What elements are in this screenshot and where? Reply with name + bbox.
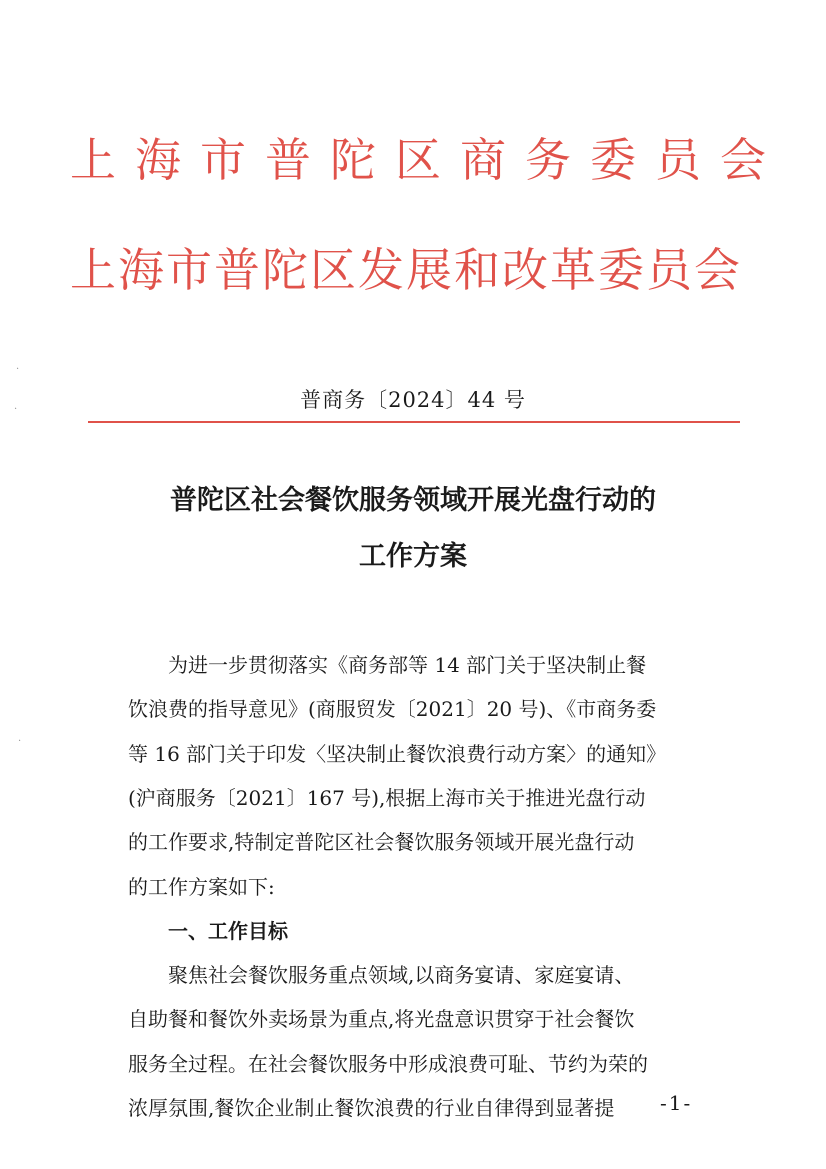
page-number: -1- — [660, 1091, 693, 1115]
document-number: 普商务〔2024〕44 号 — [300, 388, 526, 412]
body-text-line: 自助餐和餐饮外卖场景为重点,将光盘意识贯穿于社会餐饮 — [128, 1007, 635, 1032]
section-heading: 一、工作目标 — [168, 918, 288, 943]
document-title-line-1: 普陀区社会餐饮服务领域开展光盘行动的 — [170, 485, 656, 516]
body-text-line: 的工作要求,特制定普陀区社会餐饮服务领域开展光盘行动 — [128, 830, 635, 855]
red-separator-line — [88, 421, 740, 423]
body-text-line: 为进一步贯彻落实《商务部等 14 部门关于坚决制止餐 — [168, 653, 647, 677]
issuer-commerce-committee: 上海市普陀区商务委员会 — [70, 133, 785, 187]
body-text-line: 的工作方案如下: — [128, 874, 275, 899]
scan-speck: · — [14, 404, 18, 415]
document-title-line-2: 工作方案 — [359, 541, 467, 572]
scan-speck: · — [18, 736, 22, 747]
body-text-line: 浓厚氛围,餐饮企业制止餐饮浪费的行业自律得到显著提 — [128, 1096, 615, 1120]
body-text-line: (沪商服务〔2021〕167 号),根据上海市关于推进光盘行动 — [128, 785, 646, 810]
body-text-line: 等 16 部门关于印发〈坚决制止餐饮浪费行动方案〉的通知》 — [128, 741, 667, 766]
body-text-line: 聚焦社会餐饮服务重点领域,以商务宴请、家庭宴请、 — [168, 963, 635, 988]
body-text-line: 饮浪费的指导意见》(商服贸发〔2021〕20 号)、《市商务委 — [128, 697, 657, 722]
issuer-development-reform-committee: 上海市普陀区发展和改革委员会 — [70, 243, 742, 297]
body-text-line: 服务全过程。在社会餐饮服务中形成浪费可耻、节约为荣的 — [128, 1051, 648, 1076]
scan-speck: · — [16, 364, 20, 375]
